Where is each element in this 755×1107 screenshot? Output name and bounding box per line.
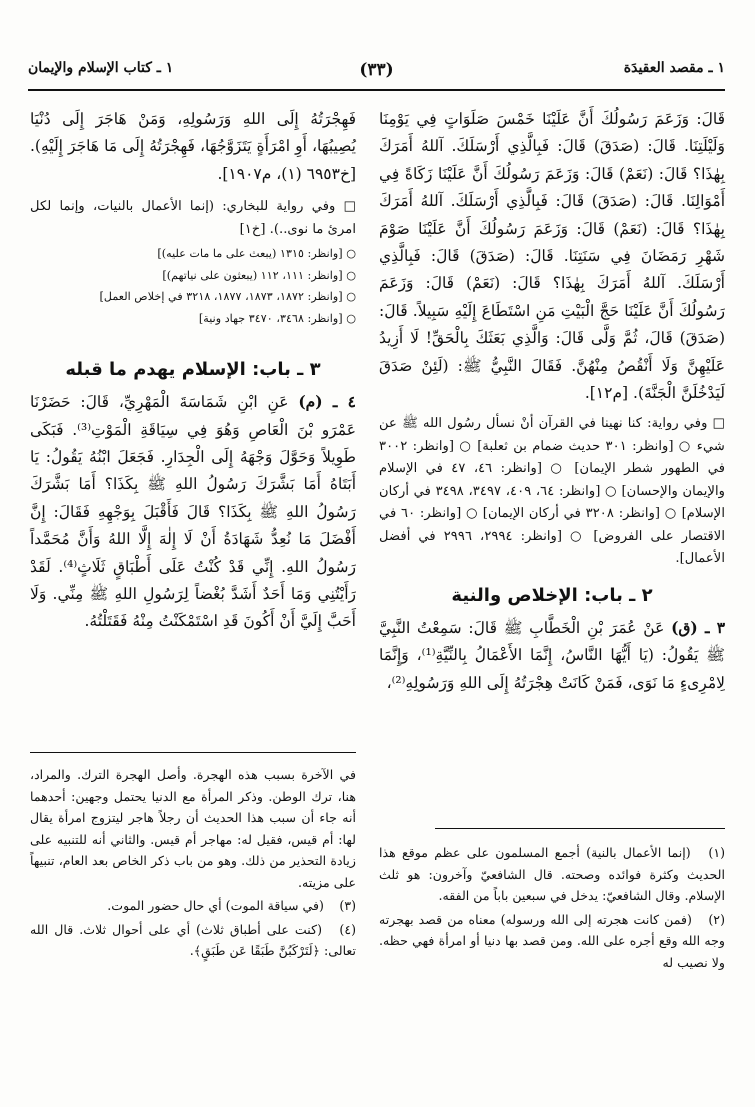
chapter-title-2: ٢ ـ باب: الإخلاص والنية [451, 584, 653, 606]
bukhari-variant: □ وفي رواية للبخاري: (إنما الأعمال بالنيات، وإنما لكل امرئ ما نوى..). [خ١] [30, 199, 356, 237]
footnote-number: (١) [708, 845, 725, 860]
chapter-title-3: ٣ ـ باب: الإسلام يهدم ما قبله [65, 359, 321, 381]
footnote-4 [30, 919, 356, 962]
header-book-title: ١ ـ كتاب الإسلام والإيمان [28, 60, 174, 76]
hadith-text: عَنِ ابْنِ شَمَاسَةَ الْمَهْرِيِّ، قَالَ: حَضَرْنَا عَمْرَو بْنَ الْعَاصِ وَهُوَ فِي سِيَاقَةِ الْمَوْتِ⁽³⁾. فَبَكَى طَوِيلاً وَحَوَّلَ وَجْهَهُ إِلَى الْجِدَارِ. فَجَعَلَ ابْنُهُ يَقُولُ: يَا أَبَتَاهُ أَمَا بَشَّرَكَ رَسُولُ اللهِ ﷺ بِكَذَا؟ أَمَا بَشَّرَكَ رَسُولُ اللهِ ﷺ بِكَذَا؟ قَالَ فَأَقْبَلَ بِوَجْهِهِ فَقَالَ: إِنَّ أَفْضَلَ مَا نُعِدُّ شَهَادَةُ أَنْ لَا إِلٰهَ إِلَّا اللهُ وَأَنَّ مُحَمَّداً رَسُولُ اللهِ. إِنِّي قَدْ كُنْتُ عَلَى أَطْبَاقٍ ثَلَاثٍ⁽⁴⁾. لَقَدْ رَأَيْتُنِي وَمَا أَحَدٌ أَشَدَّ بُغْضاً لِرَسُولِ اللهِ ﷺ مِنِّي. وَلَا أَحَبَّ إِلَيَّ أَنْ أَكُونَ قَدِ اسْتَمْكَنْتُ مِنْهُ فَقَتَلْتُهُ. [30, 393, 356, 631]
reference-item: ○ [وانظر: ١٨٧٢، ١٨٧٣، ١٨٧٧، ٣٢١٨ في إخلاص العمل] [30, 286, 356, 308]
footnote-text: (في سياقة الموت) أي حال حضور الموت. [107, 898, 324, 913]
hadith-3 [379, 614, 725, 697]
footnote-3 [30, 895, 356, 917]
footnotes-right [379, 842, 725, 975]
footnote-number: (٣) [339, 898, 356, 913]
footnote-separator-right [435, 828, 725, 829]
reference-list [30, 243, 356, 329]
hadith-continuation: قَالَ: وَزَعَمَ رَسُولُكَ أَنَّ عَلَيْنَا خَمْسَ صَلَوَاتٍ فِي يَوْمِنَا وَلَيْلَتِنَا. قَالَ: (صَدَقَ) قَالَ: فَبِالَّذِي أَرْسَلَكَ. آللهُ أَمَرَكَ بِهٰذَا؟ قَالَ: (نَعَمْ) قَالَ: وَزَعَمَ رَسُولُكَ أَنَّ عَلَيْنَا زَكَاةً فِي أَمْوَالِنَا. قَالَ: (صَدَقَ) قَالَ: فَبِالَّذِي أَرْسَلَكَ. آللهُ أَمَرَكَ بِهٰذَا؟ قَالَ: (نَعَمْ) قَالَ: وَزَعَمَ رَسُولُكَ أَنَّ عَلَيْنَا صَوْمَ شَهْرِ رَمَضَانَ فِي سَنَتِنَا. قَالَ: (صَدَقَ) قَالَ: فَبِالَّذِي أَرْسَلَكَ. آللهُ أَمَرَكَ بِهٰذَا؟ قَالَ: (نَعَمْ) قَالَ: وَزَعَمَ رَسُولُكَ أَنَّ عَلَيْنَا حَجَّ الْبَيْتِ مَنِ اسْتَطَاعَ إِلَيْهِ سَبِيلاً. قَالَ: (صَدَقَ) قَالَ، ثُمَّ وَلَّى قَالَ: وَالَّذِي بَعَثَكَ بِالْحَقِّ! لَا أَزِيدُ عَلَيْهِنَّ وَلَا أَنْقُصُ مِنْهُنَّ. فَقَالَ النَّبِيُّ ﷺ: (لَئِنْ صَدَقَ لَيَدْخُلَنَّ الْجَنَّةَ). [م١٢]. [379, 110, 725, 403]
footnote-text: (إنما الأعمال بالنية) أجمع المسلمون على عظم موقع هذا الحديث وكثرة فوائده وصحته. قال الشافعيّ وآخرون: هو ثلث الإسلام. وقال الشافعيّ: يدخل في سبعين باباً من الفقه. [379, 845, 725, 903]
left-column [30, 106, 356, 636]
hadith-4 [30, 388, 356, 636]
footnote-number: (٢) [708, 911, 725, 927]
footnote-2 [379, 909, 725, 974]
footnote-number: (٤) [339, 921, 356, 937]
page-number: (٣٣) [359, 60, 394, 80]
footnote-text: (فمن كانت هجرته إلى الله ورسوله) معناه من قصد بهجرته وجه الله وقع أجره على الله. ومن قصد بها دنيا أو امرأة فهي حظه. ولا نصيب له [379, 911, 725, 970]
header-rule [28, 89, 725, 91]
variant-narration: □ وفي رواية: كنا نهينا في القرآن أنْ نسأل رسُول الله ﷺ عن شيء ○ [وانظر: ٣٠١ حديث ضمام بن ثعلبة] ○ [وانظر: ٣٠٠٢ في الطهور شطر الإيمان] ○ [وانظر: ٤٦، ٤٧ في الإسلام والإيمان والإحسان] ○ [وانظر: ٦٤، ٤٠٩، ٣٤٩٧، ٣٤٩٨ في أركان الإسلام] ○ [وانظر: ٣٢٠٨ في أركان الإيمان] ○ [وانظر: ٦٠ في الاقتصار على الفروض] ○ [وانظر: ٢٩٩٤، ٢٩٩٦ في أفضل الأعمال]. [379, 416, 726, 567]
hadith-number: ٣ ـ (ق) [671, 617, 726, 637]
hadith-text: عَنْ عُمَرَ بْنِ الْخَطَّابِ ﷺ قَالَ: سَمِعْتُ النَّبِيَّ ﷺ يَقُولُ: (يَا أَيُّهَا النَّاسُ، إِنَّمَا الأَعْمَالُ بِالنِّيَّةِ⁽¹⁾، وَإِنَّمَا لِامْرِىءٍ مَا نَوَى، فَمَنْ كَانَتْ هِجْرَتُهُ إِلَى اللهِ وَرَسُولِهِ⁽²⁾، [379, 618, 725, 692]
reference-item: ○ [وانظر: ١١١، ١١٢ (يبعثون على نياتهم)] [30, 265, 356, 287]
footnote-1 [379, 842, 725, 907]
footnotes-left [30, 764, 356, 964]
right-column [379, 106, 725, 697]
hadith-number: ٤ ـ (م) [298, 392, 356, 412]
footnote-2-continuation: في الآخرة بسبب هذه الهجرة. وأصل الهجرة الترك. والمراد، هنا، ترك الوطن. وذكر المرأة مع الدنيا يحتمل وجهين: أحدهما أنه جاء أن سبب هذا الحديث أن رجلاً هاجر ليتزوج امرأة يقال لها: أم قيس، فقيل له: مهاجر أم قيس. والثاني أنه للتنبيه على زيادة التحذير من ذلك. وهو من باب ذكر الخاص بعد العام، تنبيهاً على مزيته. [30, 767, 356, 890]
hadith-3-end: فَهِجْرَتُهُ إِلَى اللهِ وَرَسُولِهِ، وَمَنْ هَاجَرَ إِلَى دُنْيَا يُصِيبُهَا، أَوِ امْرَأَةٍ يَتَزَوَّجُهَا، فَهِجْرَتُهُ إِلَى مَا هَاجَرَ إِلَيْهِ). [خ٦٩٥٣ (١)، م١٩٠٧]. [30, 110, 356, 183]
header-section-title: ١ ـ مقصد العقيدَة [623, 60, 725, 76]
reference-item: ○ [وانظر: ٣٤٦٨، ٣٤٧٠ جهاد ونية] [30, 308, 356, 330]
footnote-text: (كنت على أطباق ثلاث) أي على أحوال ثلاث. قال الله تعالى: ﴿لَتَرْكَبُنَّ طَبَقًا عَن طَبَقٍ﴾. [30, 921, 356, 958]
footnote-separator-left [30, 752, 356, 753]
reference-item: ○ [وانظر: ١٣١٥ (يبعث على ما مات عليه)] [30, 243, 356, 265]
